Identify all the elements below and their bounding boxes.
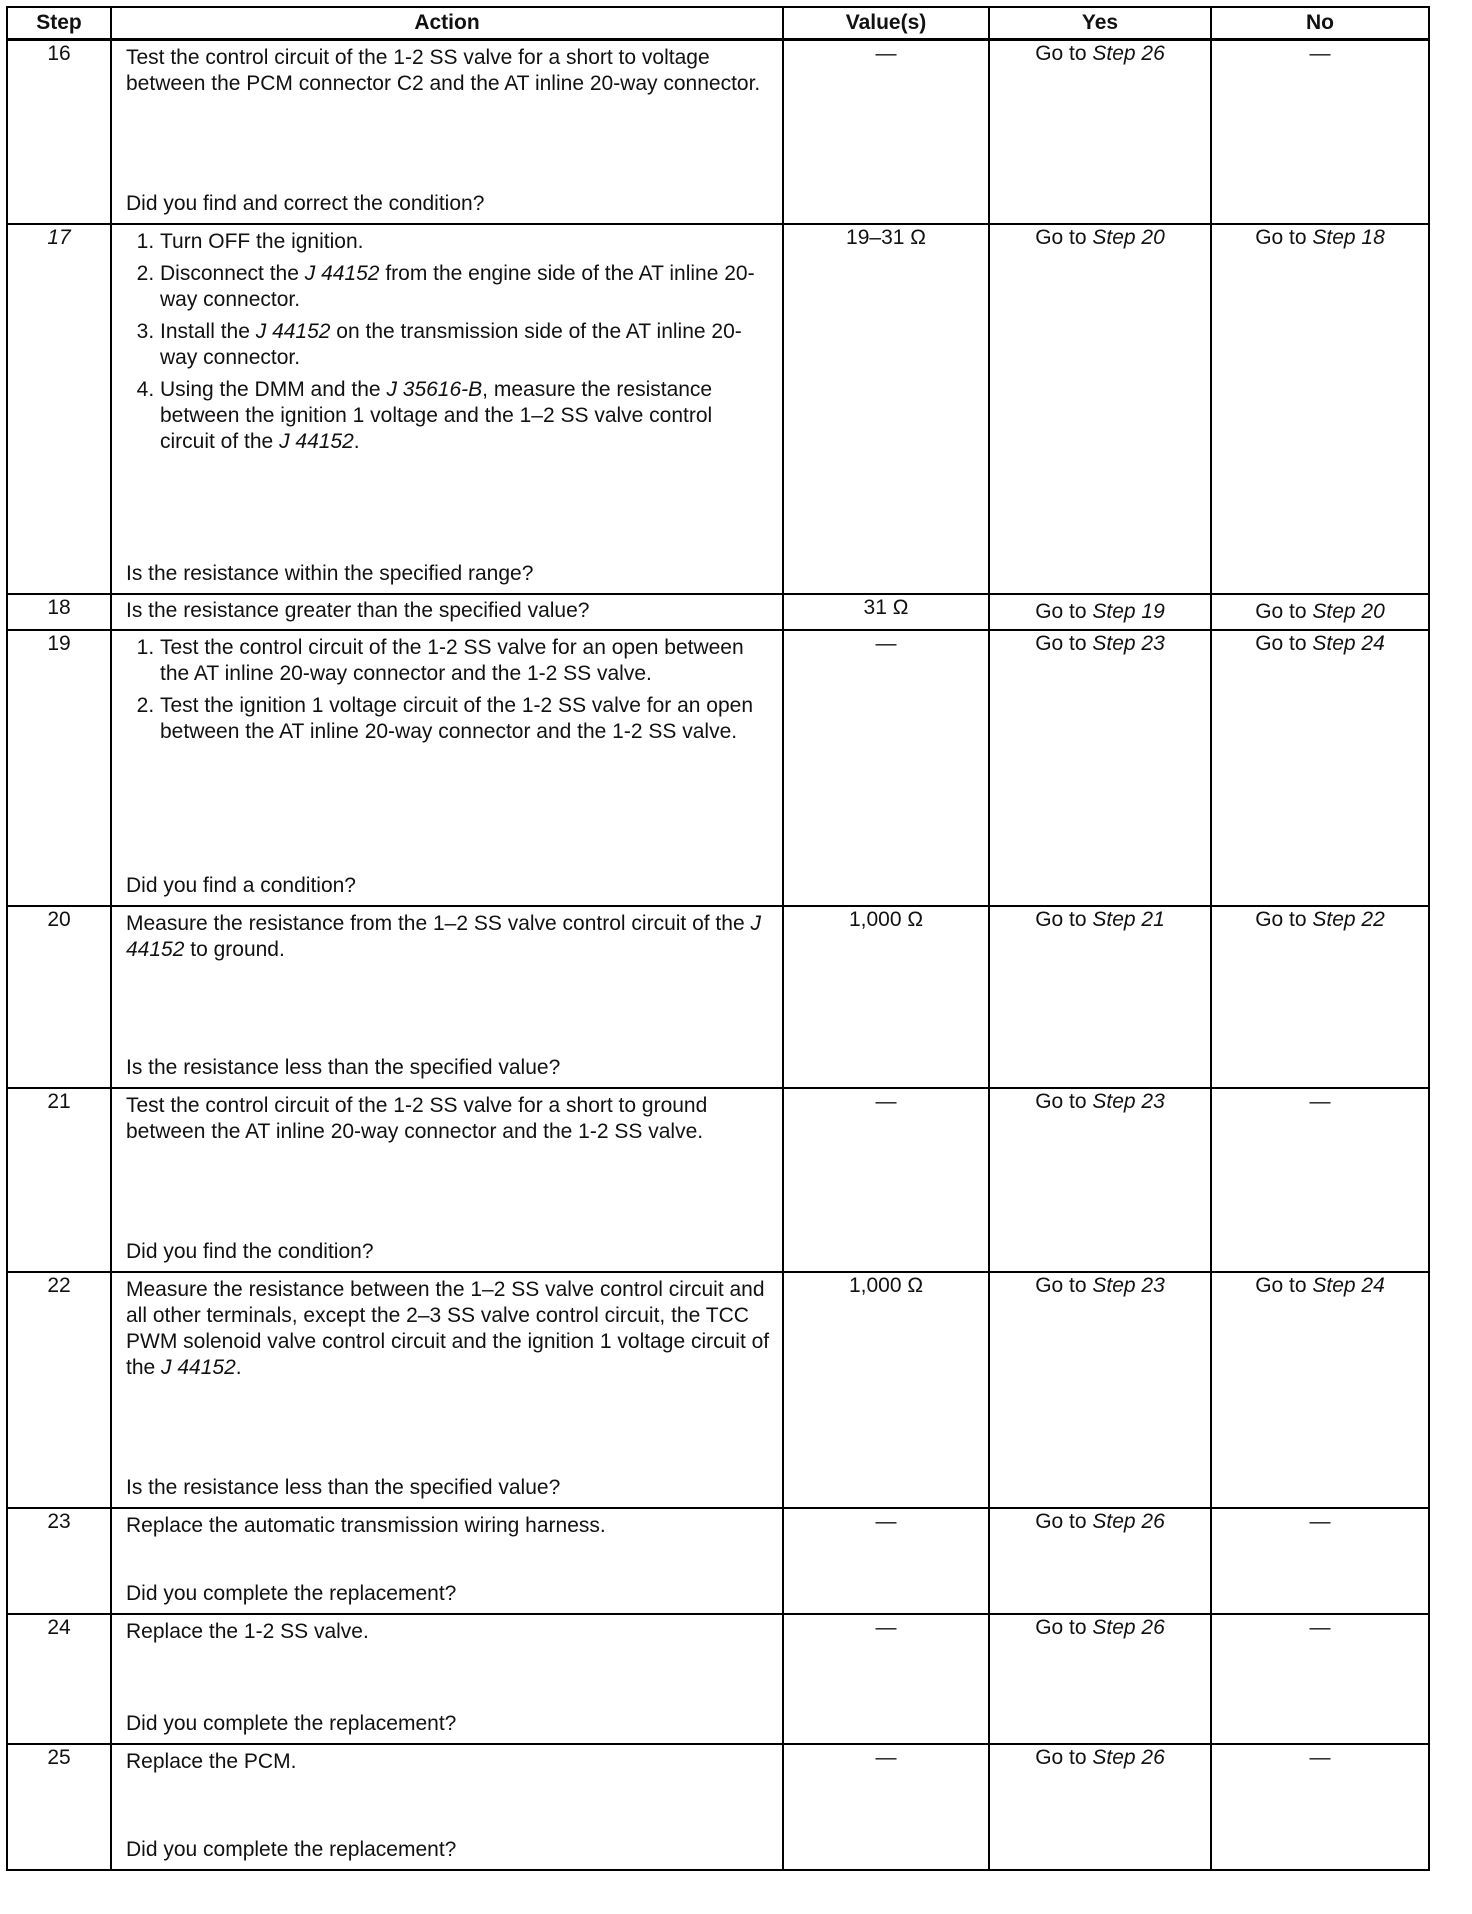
- table-row: [7, 1272, 1429, 1508]
- yes-prefix: Go to: [1035, 1273, 1093, 1297]
- table-row: [7, 1744, 1429, 1870]
- yes-step-link[interactable]: Step 21: [1092, 907, 1165, 931]
- yes-cell: [989, 906, 1211, 1088]
- action-text: Measure the resistance between the 1–2 SS valve control circuit and all other terminals, except the 2–3 SS valve control circuit, the TCC PWM solenoid valve control circuit and the ignition 1 voltage circuit of the J 44152.: [126, 1277, 770, 1379]
- yes-cell: [989, 1088, 1211, 1272]
- step-number: 24: [7, 1614, 111, 1744]
- step-number: 17: [7, 224, 111, 594]
- tool-ref: J 35616-B: [386, 377, 483, 401]
- yes-cell: [989, 224, 1211, 594]
- header-no: No: [1211, 7, 1429, 40]
- step-number: 21: [7, 1088, 111, 1272]
- no-cell: [1211, 1272, 1429, 1508]
- action-steps: [126, 229, 772, 461]
- value-cell: —: [783, 40, 989, 224]
- yes-step-link[interactable]: Step 23: [1092, 631, 1165, 655]
- action-text: Replace the automatic transmission wiring harness.: [126, 1513, 606, 1537]
- action-question: Did you find and correct the condition?: [126, 192, 485, 215]
- action-text: Replace the 1-2 SS valve.: [126, 1619, 369, 1643]
- yes-prefix: Go to: [1035, 225, 1093, 249]
- action-cell: [111, 1744, 783, 1870]
- yes-cell: [989, 40, 1211, 224]
- yes-prefix: Go to: [1035, 1089, 1093, 1113]
- action-question: Is the resistance within the specified range?: [126, 561, 534, 585]
- yes-cell: [989, 630, 1211, 906]
- no-prefix: Go to: [1255, 1273, 1313, 1297]
- diagnostic-page: [6, 6, 1428, 1871]
- no-prefix: Go to: [1255, 225, 1313, 249]
- step-number: 19: [7, 630, 111, 906]
- action-question: Is the resistance greater than the specified value?: [126, 598, 590, 622]
- yes-prefix: Go to: [1035, 1745, 1093, 1769]
- action-text: Test the control circuit of the 1-2 SS valve for a short to voltage between the PCM connector C2 and the AT inline 20-way connector.: [126, 46, 761, 95]
- action-step-item: 4. Using the DMM and the J 35616-B, measure the resistance between the ignition 1 voltage and the 1–2 SS valve control circuit of the J 44152.: [160, 377, 772, 455]
- no-step-link[interactable]: Step 18: [1312, 225, 1385, 249]
- no-cell: [1211, 630, 1429, 906]
- header-yes: Yes: [989, 7, 1211, 40]
- yes-step-link[interactable]: Step 23: [1092, 1273, 1165, 1297]
- action-text: Test the control circuit of the 1-2 SS valve for a short to ground between the AT inline 20-way connector and the 1-2 SS valve.: [126, 1093, 708, 1143]
- step-number: 18: [7, 594, 111, 630]
- yes-cell: [989, 1508, 1211, 1614]
- step-number: 25: [7, 1744, 111, 1870]
- no-prefix: Go to: [1255, 907, 1313, 931]
- tool-ref: J 44152: [255, 319, 331, 343]
- no-cell: —: [1211, 1088, 1429, 1272]
- yes-cell: [989, 1272, 1211, 1508]
- action-cell: [111, 906, 783, 1088]
- header-row: [7, 7, 1429, 40]
- tool-ref: J 44152: [161, 1355, 236, 1379]
- step-number: 16: [7, 40, 111, 224]
- step-number: 23: [7, 1508, 111, 1614]
- action-steps: [126, 635, 772, 751]
- value-cell: 1,000 Ω: [783, 906, 989, 1088]
- no-cell: [1211, 224, 1429, 594]
- no-cell: [1211, 906, 1429, 1088]
- no-cell: —: [1211, 1744, 1429, 1870]
- diagnostic-table: [6, 6, 1430, 1871]
- no-step-link[interactable]: Step 24: [1312, 631, 1385, 655]
- action-cell: [111, 594, 783, 630]
- value-cell: —: [783, 1088, 989, 1272]
- table-row: [7, 594, 1429, 630]
- no-cell: —: [1211, 1614, 1429, 1744]
- tool-ref: J 44152: [279, 429, 354, 453]
- action-question: Did you find a condition?: [126, 873, 356, 897]
- action-question: Did you find the condition?: [126, 1239, 374, 1263]
- no-cell: —: [1211, 1508, 1429, 1614]
- action-text: Measure the resistance from the 1–2 SS valve control circuit of the J 44152 to ground.: [126, 911, 761, 961]
- yes-prefix: Go to: [1035, 42, 1093, 65]
- yes-cell: [989, 594, 1211, 630]
- yes-step-link[interactable]: Step 26: [1092, 1615, 1165, 1639]
- action-cell: [111, 224, 783, 594]
- header-step: Step: [7, 7, 111, 40]
- value-cell: 1,000 Ω: [783, 1272, 989, 1508]
- action-question: Did you complete the replacement?: [126, 1711, 457, 1735]
- table-row: [7, 1088, 1429, 1272]
- header-action: Action: [111, 7, 783, 40]
- yes-prefix: Go to: [1035, 599, 1093, 623]
- yes-step-link[interactable]: Step 20: [1092, 225, 1165, 249]
- value-cell: —: [783, 630, 989, 906]
- table-row: [7, 40, 1429, 224]
- action-question: Is the resistance less than the specified value?: [126, 1055, 561, 1079]
- yes-prefix: Go to: [1035, 907, 1093, 931]
- yes-step-link[interactable]: Step 26: [1092, 1509, 1165, 1533]
- action-cell: [111, 1614, 783, 1744]
- yes-step-link[interactable]: Step 26: [1092, 1745, 1165, 1769]
- yes-step-link[interactable]: Step 19: [1092, 599, 1165, 623]
- yes-prefix: Go to: [1035, 1509, 1093, 1533]
- yes-prefix: Go to: [1035, 631, 1093, 655]
- no-prefix: Go to: [1255, 631, 1313, 655]
- header-values: Value(s): [783, 7, 989, 40]
- table-row: [7, 630, 1429, 906]
- action-question: Is the resistance less than the specified value?: [126, 1475, 561, 1499]
- action-step-item: 1. Turn OFF the ignition.: [160, 229, 772, 255]
- action-step-item: 1. Test the control circuit of the 1-2 SS valve for an open between the AT inline 20-way connector and the 1-2 SS valve.: [160, 635, 772, 687]
- step-number: 20: [7, 906, 111, 1088]
- step-number: 22: [7, 1272, 111, 1508]
- no-cell: —: [1211, 40, 1429, 224]
- action-cell: [111, 40, 783, 224]
- no-prefix: Go to: [1255, 599, 1313, 623]
- no-cell: [1211, 594, 1429, 630]
- yes-step-link[interactable]: Step 26: [1092, 42, 1165, 65]
- yes-prefix: Go to: [1035, 1615, 1093, 1639]
- action-step-item: 2. Test the ignition 1 voltage circuit of the 1-2 SS valve for an open between the AT inline 20-way connector and the 1-2 SS valve.: [160, 693, 772, 745]
- action-step-item: 2. Disconnect the J 44152 from the engine side of the AT inline 20-way connector.: [160, 261, 772, 313]
- no-step-link[interactable]: Step 22: [1312, 907, 1385, 931]
- table-row: [7, 906, 1429, 1088]
- action-question: Did you complete the replacement?: [126, 1837, 457, 1861]
- yes-cell: [989, 1614, 1211, 1744]
- action-cell: [111, 630, 783, 906]
- action-cell: [111, 1508, 783, 1614]
- tool-ref: J 44152: [304, 261, 380, 285]
- action-step-item: 3. Install the J 44152 on the transmission side of the AT inline 20-way connector.: [160, 319, 772, 371]
- value-cell: 31 Ω: [783, 594, 989, 630]
- yes-cell: [989, 1744, 1211, 1870]
- tool-ref: J 44152: [126, 911, 761, 961]
- action-text: Replace the PCM.: [126, 1749, 297, 1773]
- value-cell: —: [783, 1508, 989, 1614]
- action-cell: [111, 1272, 783, 1508]
- no-step-link[interactable]: Step 24: [1312, 1273, 1385, 1297]
- value-cell: 19–31 Ω: [783, 224, 989, 594]
- action-question: Did you complete the replacement?: [126, 1581, 457, 1605]
- table-row: [7, 1508, 1429, 1614]
- action-cell: [111, 1088, 783, 1272]
- yes-step-link[interactable]: Step 23: [1092, 1089, 1165, 1113]
- table-row: [7, 1614, 1429, 1744]
- value-cell: —: [783, 1614, 989, 1744]
- no-step-link[interactable]: Step 20: [1312, 599, 1385, 623]
- table-row: [7, 224, 1429, 594]
- value-cell: —: [783, 1744, 989, 1870]
